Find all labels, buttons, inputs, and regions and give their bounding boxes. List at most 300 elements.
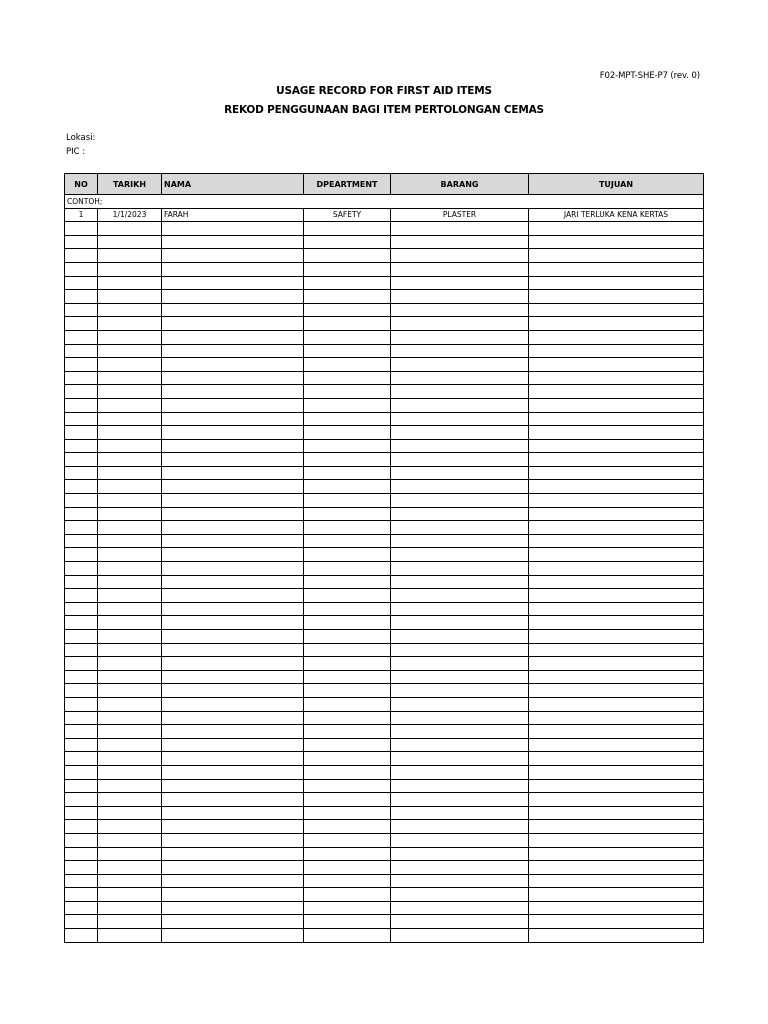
empty-cell[interactable] (391, 765, 529, 779)
empty-cell[interactable] (65, 534, 98, 548)
empty-cell[interactable] (98, 385, 162, 399)
empty-cell[interactable] (65, 317, 98, 331)
empty-cell[interactable] (65, 697, 98, 711)
empty-cell[interactable] (98, 521, 162, 535)
empty-cell[interactable] (529, 697, 704, 711)
empty-cell[interactable] (162, 330, 304, 344)
empty-cell[interactable] (529, 276, 704, 290)
empty-cell[interactable] (162, 222, 304, 236)
empty-cell[interactable] (529, 466, 704, 480)
empty-cell[interactable] (304, 507, 391, 521)
empty-cell[interactable] (162, 385, 304, 399)
empty-cell[interactable] (391, 697, 529, 711)
empty-cell[interactable] (304, 630, 391, 644)
empty-cell[interactable] (162, 874, 304, 888)
empty-cell[interactable] (529, 602, 704, 616)
empty-cell[interactable] (391, 385, 529, 399)
empty-cell[interactable] (304, 589, 391, 603)
empty-cell[interactable] (304, 684, 391, 698)
empty-cell[interactable] (162, 358, 304, 372)
empty-cell[interactable] (98, 358, 162, 372)
empty-cell[interactable] (98, 589, 162, 603)
empty-cell[interactable] (304, 806, 391, 820)
empty-cell[interactable] (162, 453, 304, 467)
empty-cell[interactable] (98, 303, 162, 317)
empty-cell[interactable] (162, 262, 304, 276)
empty-cell[interactable] (391, 888, 529, 902)
empty-cell[interactable] (162, 371, 304, 385)
empty-cell[interactable] (304, 765, 391, 779)
empty-cell[interactable] (304, 820, 391, 834)
empty-cell[interactable] (65, 643, 98, 657)
empty-cell[interactable] (65, 426, 98, 440)
empty-cell[interactable] (529, 521, 704, 535)
empty-cell[interactable] (98, 874, 162, 888)
empty-cell[interactable] (65, 358, 98, 372)
empty-cell[interactable] (65, 330, 98, 344)
empty-cell[interactable] (391, 779, 529, 793)
empty-cell[interactable] (304, 915, 391, 929)
empty-cell[interactable] (162, 317, 304, 331)
empty-cell[interactable] (391, 480, 529, 494)
empty-cell[interactable] (391, 521, 529, 535)
empty-cell[interactable] (304, 521, 391, 535)
empty-cell[interactable] (304, 575, 391, 589)
empty-cell[interactable] (162, 466, 304, 480)
empty-cell[interactable] (162, 820, 304, 834)
empty-cell[interactable] (65, 262, 98, 276)
empty-cell[interactable] (304, 235, 391, 249)
empty-cell[interactable] (162, 303, 304, 317)
empty-cell[interactable] (391, 643, 529, 657)
empty-cell[interactable] (529, 303, 704, 317)
empty-cell[interactable] (65, 453, 98, 467)
empty-cell[interactable] (529, 861, 704, 875)
empty-cell[interactable] (98, 507, 162, 521)
empty-cell[interactable] (65, 276, 98, 290)
empty-cell[interactable] (304, 779, 391, 793)
empty-cell[interactable] (98, 534, 162, 548)
empty-cell[interactable] (529, 630, 704, 644)
empty-cell[interactable] (391, 670, 529, 684)
empty-cell[interactable] (98, 670, 162, 684)
empty-cell[interactable] (529, 426, 704, 440)
empty-cell[interactable] (98, 738, 162, 752)
empty-cell[interactable] (65, 398, 98, 412)
empty-cell[interactable] (162, 548, 304, 562)
empty-cell[interactable] (529, 657, 704, 671)
empty-cell[interactable] (98, 398, 162, 412)
empty-cell[interactable] (65, 806, 98, 820)
empty-cell[interactable] (304, 262, 391, 276)
empty-cell[interactable] (304, 847, 391, 861)
empty-cell[interactable] (65, 290, 98, 304)
empty-cell[interactable] (65, 222, 98, 236)
empty-cell[interactable] (391, 330, 529, 344)
empty-cell[interactable] (65, 725, 98, 739)
empty-cell[interactable] (391, 847, 529, 861)
empty-cell[interactable] (98, 793, 162, 807)
empty-cell[interactable] (529, 752, 704, 766)
empty-cell[interactable] (98, 861, 162, 875)
empty-cell[interactable] (529, 480, 704, 494)
empty-cell[interactable] (304, 793, 391, 807)
empty-cell[interactable] (529, 929, 704, 943)
empty-cell[interactable] (65, 929, 98, 943)
empty-cell[interactable] (391, 575, 529, 589)
empty-cell[interactable] (162, 697, 304, 711)
empty-cell[interactable] (65, 548, 98, 562)
empty-cell[interactable] (65, 249, 98, 263)
empty-cell[interactable] (162, 439, 304, 453)
empty-cell[interactable] (304, 602, 391, 616)
empty-cell[interactable] (391, 453, 529, 467)
empty-cell[interactable] (98, 344, 162, 358)
empty-cell[interactable] (304, 330, 391, 344)
empty-cell[interactable] (304, 888, 391, 902)
empty-cell[interactable] (304, 344, 391, 358)
empty-cell[interactable] (304, 398, 391, 412)
empty-cell[interactable] (162, 575, 304, 589)
empty-cell[interactable] (391, 738, 529, 752)
empty-cell[interactable] (65, 888, 98, 902)
empty-cell[interactable] (65, 793, 98, 807)
empty-cell[interactable] (98, 249, 162, 263)
empty-cell[interactable] (304, 276, 391, 290)
empty-cell[interactable] (391, 398, 529, 412)
empty-cell[interactable] (98, 317, 162, 331)
empty-cell[interactable] (529, 901, 704, 915)
empty-cell[interactable] (162, 888, 304, 902)
empty-cell[interactable] (529, 874, 704, 888)
empty-cell[interactable] (304, 249, 391, 263)
empty-cell[interactable] (529, 262, 704, 276)
empty-cell[interactable] (529, 385, 704, 399)
empty-cell[interactable] (529, 684, 704, 698)
empty-cell[interactable] (529, 820, 704, 834)
empty-cell[interactable] (391, 507, 529, 521)
empty-cell[interactable] (65, 439, 98, 453)
empty-cell[interactable] (98, 548, 162, 562)
empty-cell[interactable] (98, 562, 162, 576)
empty-cell[interactable] (162, 480, 304, 494)
empty-cell[interactable] (529, 290, 704, 304)
empty-cell[interactable] (98, 888, 162, 902)
empty-cell[interactable] (162, 779, 304, 793)
empty-cell[interactable] (98, 276, 162, 290)
empty-cell[interactable] (391, 290, 529, 304)
empty-cell[interactable] (529, 412, 704, 426)
empty-cell[interactable] (391, 602, 529, 616)
empty-cell[interactable] (391, 412, 529, 426)
empty-cell[interactable] (304, 222, 391, 236)
empty-cell[interactable] (304, 711, 391, 725)
empty-cell[interactable] (304, 466, 391, 480)
empty-cell[interactable] (391, 466, 529, 480)
empty-cell[interactable] (391, 494, 529, 508)
empty-cell[interactable] (65, 711, 98, 725)
empty-cell[interactable] (391, 630, 529, 644)
empty-cell[interactable] (391, 562, 529, 576)
empty-cell[interactable] (65, 480, 98, 494)
empty-cell[interactable] (391, 276, 529, 290)
empty-cell[interactable] (529, 371, 704, 385)
empty-cell[interactable] (98, 806, 162, 820)
empty-cell[interactable] (65, 765, 98, 779)
empty-cell[interactable] (65, 738, 98, 752)
empty-cell[interactable] (98, 820, 162, 834)
empty-cell[interactable] (529, 534, 704, 548)
empty-cell[interactable] (529, 317, 704, 331)
empty-cell[interactable] (98, 833, 162, 847)
empty-cell[interactable] (98, 630, 162, 644)
empty-cell[interactable] (65, 371, 98, 385)
empty-cell[interactable] (65, 494, 98, 508)
empty-cell[interactable] (304, 929, 391, 943)
empty-cell[interactable] (391, 303, 529, 317)
empty-cell[interactable] (162, 290, 304, 304)
empty-cell[interactable] (162, 398, 304, 412)
empty-cell[interactable] (162, 249, 304, 263)
empty-cell[interactable] (65, 616, 98, 630)
empty-cell[interactable] (391, 861, 529, 875)
empty-cell[interactable] (529, 806, 704, 820)
empty-cell[interactable] (391, 833, 529, 847)
empty-cell[interactable] (529, 725, 704, 739)
empty-cell[interactable] (65, 507, 98, 521)
empty-cell[interactable] (65, 344, 98, 358)
empty-cell[interactable] (529, 738, 704, 752)
empty-cell[interactable] (162, 684, 304, 698)
empty-cell[interactable] (65, 657, 98, 671)
empty-cell[interactable] (391, 249, 529, 263)
empty-cell[interactable] (391, 548, 529, 562)
empty-cell[interactable] (304, 317, 391, 331)
empty-cell[interactable] (98, 657, 162, 671)
empty-cell[interactable] (529, 548, 704, 562)
empty-cell[interactable] (65, 779, 98, 793)
empty-cell[interactable] (391, 439, 529, 453)
empty-cell[interactable] (162, 602, 304, 616)
empty-cell[interactable] (304, 657, 391, 671)
empty-cell[interactable] (391, 725, 529, 739)
empty-cell[interactable] (162, 833, 304, 847)
empty-cell[interactable] (391, 752, 529, 766)
empty-cell[interactable] (529, 562, 704, 576)
empty-cell[interactable] (391, 616, 529, 630)
empty-cell[interactable] (162, 711, 304, 725)
empty-cell[interactable] (529, 453, 704, 467)
empty-cell[interactable] (98, 290, 162, 304)
empty-cell[interactable] (65, 833, 98, 847)
empty-cell[interactable] (98, 426, 162, 440)
empty-cell[interactable] (391, 929, 529, 943)
empty-cell[interactable] (162, 344, 304, 358)
empty-cell[interactable] (65, 562, 98, 576)
empty-cell[interactable] (162, 670, 304, 684)
empty-cell[interactable] (391, 793, 529, 807)
empty-cell[interactable] (529, 507, 704, 521)
empty-cell[interactable] (98, 684, 162, 698)
empty-cell[interactable] (391, 589, 529, 603)
empty-cell[interactable] (65, 412, 98, 426)
empty-cell[interactable] (529, 847, 704, 861)
empty-cell[interactable] (304, 616, 391, 630)
empty-cell[interactable] (162, 929, 304, 943)
empty-cell[interactable] (304, 562, 391, 576)
empty-cell[interactable] (98, 494, 162, 508)
empty-cell[interactable] (98, 262, 162, 276)
empty-cell[interactable] (304, 861, 391, 875)
empty-cell[interactable] (65, 820, 98, 834)
empty-cell[interactable] (391, 901, 529, 915)
empty-cell[interactable] (304, 439, 391, 453)
empty-cell[interactable] (65, 670, 98, 684)
empty-cell[interactable] (391, 222, 529, 236)
empty-cell[interactable] (98, 371, 162, 385)
empty-cell[interactable] (529, 711, 704, 725)
empty-cell[interactable] (98, 480, 162, 494)
empty-cell[interactable] (529, 398, 704, 412)
empty-cell[interactable] (304, 453, 391, 467)
empty-cell[interactable] (391, 711, 529, 725)
empty-cell[interactable] (162, 521, 304, 535)
empty-cell[interactable] (304, 494, 391, 508)
empty-cell[interactable] (98, 765, 162, 779)
empty-cell[interactable] (98, 466, 162, 480)
empty-cell[interactable] (529, 344, 704, 358)
empty-cell[interactable] (65, 752, 98, 766)
empty-cell[interactable] (391, 915, 529, 929)
empty-cell[interactable] (65, 589, 98, 603)
empty-cell[interactable] (65, 901, 98, 915)
empty-cell[interactable] (162, 235, 304, 249)
empty-cell[interactable] (65, 303, 98, 317)
empty-cell[interactable] (162, 847, 304, 861)
empty-cell[interactable] (304, 874, 391, 888)
empty-cell[interactable] (391, 657, 529, 671)
empty-cell[interactable] (304, 371, 391, 385)
empty-cell[interactable] (529, 779, 704, 793)
empty-cell[interactable] (391, 317, 529, 331)
empty-cell[interactable] (304, 833, 391, 847)
empty-cell[interactable] (98, 616, 162, 630)
empty-cell[interactable] (162, 793, 304, 807)
empty-cell[interactable] (304, 412, 391, 426)
empty-cell[interactable] (529, 589, 704, 603)
empty-cell[interactable] (304, 725, 391, 739)
empty-cell[interactable] (162, 494, 304, 508)
empty-cell[interactable] (529, 575, 704, 589)
empty-cell[interactable] (98, 643, 162, 657)
empty-cell[interactable] (304, 643, 391, 657)
empty-cell[interactable] (162, 507, 304, 521)
empty-cell[interactable] (65, 847, 98, 861)
empty-cell[interactable] (162, 643, 304, 657)
empty-cell[interactable] (98, 235, 162, 249)
empty-cell[interactable] (65, 874, 98, 888)
empty-cell[interactable] (304, 385, 391, 399)
empty-cell[interactable] (529, 888, 704, 902)
empty-cell[interactable] (98, 901, 162, 915)
empty-cell[interactable] (98, 602, 162, 616)
empty-cell[interactable] (304, 358, 391, 372)
empty-cell[interactable] (98, 330, 162, 344)
empty-cell[interactable] (391, 262, 529, 276)
empty-cell[interactable] (65, 602, 98, 616)
empty-cell[interactable] (98, 725, 162, 739)
empty-cell[interactable] (162, 901, 304, 915)
empty-cell[interactable] (162, 657, 304, 671)
empty-cell[interactable] (529, 793, 704, 807)
empty-cell[interactable] (162, 915, 304, 929)
empty-cell[interactable] (304, 738, 391, 752)
empty-cell[interactable] (98, 779, 162, 793)
empty-cell[interactable] (391, 684, 529, 698)
empty-cell[interactable] (391, 426, 529, 440)
empty-cell[interactable] (529, 494, 704, 508)
empty-cell[interactable] (391, 344, 529, 358)
empty-cell[interactable] (98, 439, 162, 453)
empty-cell[interactable] (529, 765, 704, 779)
empty-cell[interactable] (529, 358, 704, 372)
empty-cell[interactable] (65, 684, 98, 698)
empty-cell[interactable] (98, 752, 162, 766)
empty-cell[interactable] (65, 915, 98, 929)
empty-cell[interactable] (304, 426, 391, 440)
empty-cell[interactable] (391, 235, 529, 249)
empty-cell[interactable] (162, 765, 304, 779)
empty-cell[interactable] (304, 480, 391, 494)
empty-cell[interactable] (98, 412, 162, 426)
empty-cell[interactable] (529, 616, 704, 630)
empty-cell[interactable] (529, 439, 704, 453)
empty-cell[interactable] (529, 235, 704, 249)
empty-cell[interactable] (529, 222, 704, 236)
empty-cell[interactable] (304, 901, 391, 915)
empty-cell[interactable] (162, 534, 304, 548)
empty-cell[interactable] (162, 276, 304, 290)
empty-cell[interactable] (529, 330, 704, 344)
empty-cell[interactable] (529, 249, 704, 263)
empty-cell[interactable] (162, 725, 304, 739)
empty-cell[interactable] (65, 385, 98, 399)
empty-cell[interactable] (162, 806, 304, 820)
empty-cell[interactable] (304, 752, 391, 766)
empty-cell[interactable] (391, 820, 529, 834)
empty-cell[interactable] (65, 861, 98, 875)
empty-cell[interactable] (162, 861, 304, 875)
empty-cell[interactable] (98, 847, 162, 861)
empty-cell[interactable] (162, 562, 304, 576)
empty-cell[interactable] (304, 303, 391, 317)
empty-cell[interactable] (162, 752, 304, 766)
empty-cell[interactable] (304, 697, 391, 711)
empty-cell[interactable] (98, 929, 162, 943)
empty-cell[interactable] (391, 874, 529, 888)
empty-cell[interactable] (391, 371, 529, 385)
empty-cell[interactable] (162, 738, 304, 752)
empty-cell[interactable] (98, 915, 162, 929)
empty-cell[interactable] (98, 575, 162, 589)
empty-cell[interactable] (304, 534, 391, 548)
empty-cell[interactable] (65, 466, 98, 480)
empty-cell[interactable] (391, 534, 529, 548)
empty-cell[interactable] (65, 521, 98, 535)
empty-cell[interactable] (162, 589, 304, 603)
empty-cell[interactable] (304, 290, 391, 304)
empty-cell[interactable] (391, 806, 529, 820)
